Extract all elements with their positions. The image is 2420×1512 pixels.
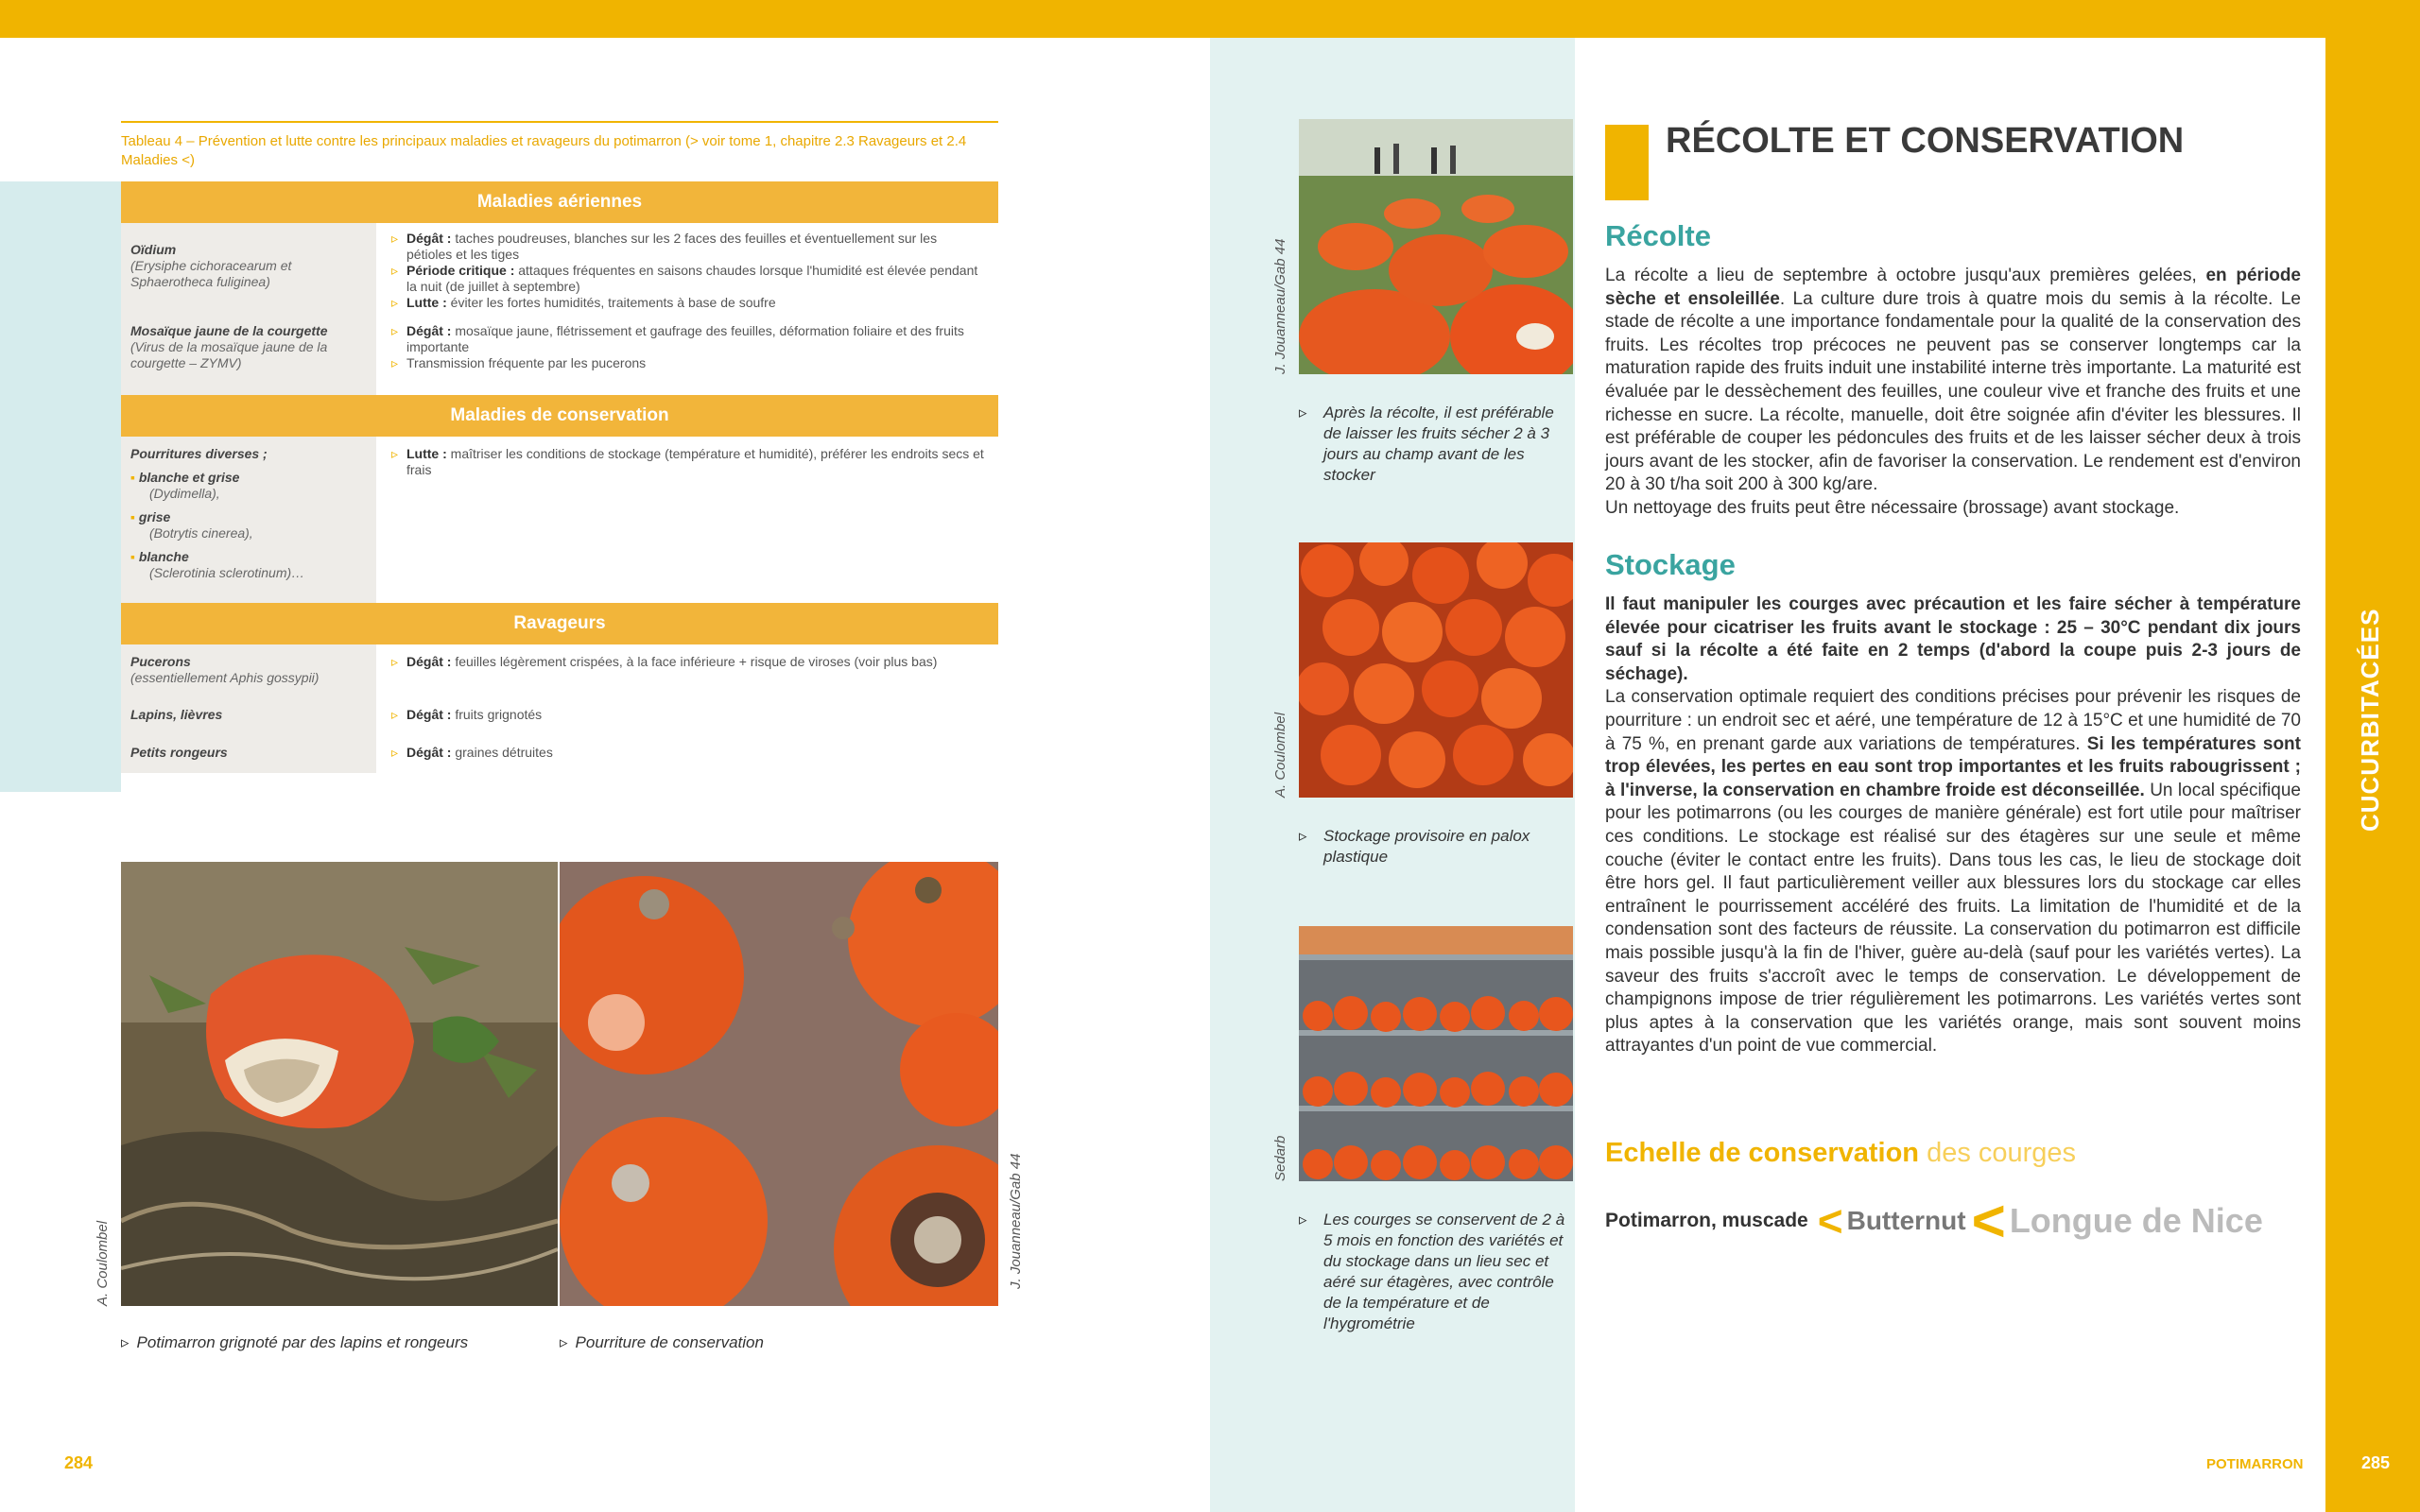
table-row <box>121 314 998 395</box>
scale-item-1: Potimarron, muscade <box>1605 1210 1808 1231</box>
variant-1-latin: (Dydimella), <box>149 486 220 501</box>
photo-harvest-field <box>1299 119 1573 374</box>
row-latin: (Virus de la mosaïque jaune de la courgette – ZYMV) <box>130 339 328 370</box>
caption-left: ▹ Potimarron grignoté par des lapins et rongeurs <box>121 1333 469 1351</box>
variant-2: grise <box>138 509 171 524</box>
stockage-text-1: La conservation optimale requiert des conditions précises pour prévenir les risques de pourriture : un endroit sec et aéré, une température de 12 à 15°C et une humidité de 70 à 75 %, en prenant garde aux variations de températures. <box>1605 687 2301 754</box>
recolte-bold: en période sèche et ensoleillée <box>1605 266 2302 309</box>
scale-item-3: Longue de Nice <box>2009 1201 2263 1240</box>
text-lutte: maîtriser les conditions de stockage (température et humidité), préférer les endroits secs et frais <box>406 446 984 477</box>
top-color-band <box>0 0 2420 38</box>
photo-credit-right: J. Jouanneau/Gab 44 <box>1008 1153 1024 1289</box>
photo-credit-2: A. Coulombel <box>1272 712 1288 798</box>
text-degat: mosaïque jaune, flétrissement et gaufrage des feuilles, déformation foliaire et des fruits importante <box>406 323 964 354</box>
page-number-right: 285 <box>2361 1453 2391 1472</box>
recolte-text-2: . La culture dure trois à quatre mois du semis à la récolte. Le stade de récolte a une importance fondamentale pour la qualité de la conservation des fruits. Les récoltes trop précoces ne peuvent pas se conserver longtemps car la maturation rapide des fruits induit une instabilité interne très importante. La maturité est évaluée par le dessèchement des feuilles, une couleur vive et franche des fruits et une richesse en sucre. La récolte, manuelle, doit être soignée afin d'éviter les blessures. Il est préférable de couper les pédoncules des fruits et de les laisser sécher deux à trois jours avant de les stocker, afin de favoriser la conservation. Le rendement est d'environ 20 à 30 t/ha soit 200 à 300 kg/are. <box>1605 288 2301 495</box>
section-header-aeriennes: Maladies aériennes <box>121 181 998 223</box>
text-periode: attaques fréquentes en saisons chaudes lorsque l'humidité est élevée pendant la nuit (de juillet à septembre) <box>406 263 978 294</box>
table-row <box>121 644 998 697</box>
stockage-bold-2: Si les températures sont trop élevées, les pertes en eau sont trop importantes et les fruits rabougrissent ; à l'inverse, la conservation en chambre froide est déconseillée. <box>1605 733 2301 800</box>
row-name: Mosaïque jaune de la courgette <box>130 323 328 338</box>
label-periode: Période critique : <box>406 263 515 278</box>
table-caption: Tableau 4 – Prévention et lutte contre les principaux maladies et ravageurs du potimarron (> voir tome 1, chapitre 2.3 Ravageurs et 2.4 Maladies <) <box>121 121 998 170</box>
text-degat: feuilles légèrement crispées, à la face inférieure + risque de viroses (voir plus bas) <box>455 654 938 669</box>
row-name: Lapins, lièvres <box>130 707 223 722</box>
heading-stockage: Stockage <box>1605 548 1736 581</box>
text-degat: taches poudreuses, blanches sur les 2 faces des feuilles et éventuellement sur les pétioles et les tiges <box>406 231 938 262</box>
photo-credit-1: J. Jouanneau/Gab 44 <box>1272 238 1288 374</box>
photo-palox-storage <box>1299 542 1573 798</box>
echelle-heading-sub: des courges <box>1919 1138 2077 1168</box>
less-than-icon: < <box>1817 1196 1843 1246</box>
conservation-scale <box>1605 1188 2263 1254</box>
caption-right-text: Pourriture de conservation <box>575 1333 764 1351</box>
disease-table <box>121 181 998 773</box>
page-number-left: 284 <box>64 1453 94 1472</box>
label-degat: Dégât : <box>406 654 452 669</box>
photo-gnawed-pumpkin <box>121 862 558 1306</box>
text-transmission: ▹ Transmission fréquente par les pucerons <box>391 355 985 371</box>
variant-3-latin: (Sclerotinia sclerotinum)… <box>149 565 305 580</box>
page-title: RÉCOLTE ET CONSERVATION <box>1666 121 2185 161</box>
variant-1: blanche et grise <box>138 470 240 485</box>
side-tab-label: CUCURBITACÉES <box>2356 608 2384 832</box>
running-head: POTIMARRON <box>2206 1456 2304 1472</box>
table-row <box>121 735 998 773</box>
caption-shelf-text: Les courges se conservent de 2 à 5 mois en fonction des variétés et du stockage dans un lieu sec et aéré sur étagères, avec contrôle de la température et de l'hygrométrie <box>1323 1211 1565 1332</box>
label-lutte: Lutte : <box>406 295 447 310</box>
title-accent-block <box>1605 125 1649 200</box>
label-degat: Dégât : <box>406 707 452 722</box>
text-degat: fruits grignotés <box>455 707 543 722</box>
table-row <box>121 223 998 314</box>
row-name: Pucerons <box>130 654 191 669</box>
caption-harvest: ▹ Après la récolte, il est préférable de laisser les fruits sécher 2 à 3 jours au champ avant de les stocker <box>1299 403 1573 486</box>
paragraph-stockage <box>1605 593 2301 1058</box>
heading-recolte: Récolte <box>1605 219 1711 252</box>
caption-right: ▹ Pourriture de conservation <box>560 1333 764 1351</box>
row-name: Petits rongeurs <box>130 745 228 760</box>
caption-palox: ▹ Stockage provisoire en palox plastique <box>1299 826 1573 868</box>
photo-rotting-pumpkins <box>560 862 998 1306</box>
photo-credit-left: A. Coulombel <box>95 1220 111 1306</box>
row-name: Oïdium <box>130 242 177 257</box>
table-row: Pourritures diverses ; ▪ blanche et grise (Dydimella), ▪ grise (Botrytis cinerea), ▪ blanche (Sclerotinia sclerotinum)… ▹ Lutte : maîtriser les conditions de stockage (température et humidité), préférer les endroits secs et frais <box>121 437 998 603</box>
row-name: Pourritures diverses ; <box>130 446 268 461</box>
photo-credit-3: Sedarb <box>1272 1135 1288 1181</box>
variant-3: blanche <box>138 549 189 564</box>
variant-2-latin: (Botrytis cinerea), <box>149 525 253 541</box>
recolte-text-3: Un nettoyage des fruits peut être nécessaire (brossage) avant stockage. <box>1605 497 2180 518</box>
echelle-heading-main: Echelle de conservation <box>1605 1138 1920 1168</box>
caption-harvest-text: Après la récolte, il est préférable de laisser les fruits sécher 2 à 3 jours au champ avant de les stocker <box>1323 404 1554 484</box>
echelle-heading <box>1605 1138 2076 1169</box>
scale-item-2: Butternut <box>1846 1206 1966 1235</box>
stockage-text-2: Un local spécifique pour les potimarrons (ou les courges de manière générale) est fort utile pour maîtriser ces conditions. Le stockage est réalisé sur des étagères sur une seule et même couche (éviter le contact entre les fruits). Dans tous les cas, le lieu de stockage doit être hors gel. Il faut particulièrement veiller aux blessures lors du stockage car elles entraînent le pourrissement accéléré des fruits. La limitation de l'humidité et de la condensation sont des facteurs de réussite. La conservation du potimarron est difficile mais possible jusqu'à la fin de l'hiver, guère au-delà (sauf pour les variétés vertes). La saveur des fruits s'accroît avec le temps de conservation. Le développement de champignons impose de trier régulièrement les potimarrons. Les variétés vertes sont plus aptes à la conservation que les variétés orange, mais sont souvent moins attrayantes d'un point de vue commercial. <box>1605 780 2301 1057</box>
row-latin: (Erysiphe cichoracearum et Sphaerotheca fuliginea) <box>130 258 292 289</box>
stockage-bold-1: Il faut manipuler les courges avec précaution et les faire sécher à température élevée pour cicatriser les fruits avant le stockage : 25 – 30°C pendant dix jours sauf si la récolte a été faite en 2 temps (d'abord la coupe puis 2-3 jours de séchage). <box>1605 594 2301 684</box>
text-degat: graines détruites <box>455 745 553 760</box>
recolte-text-1: La récolte a lieu de septembre à octobre jusqu'aux premières gelées, <box>1605 266 2206 285</box>
label-lutte: Lutte : <box>406 446 447 461</box>
caption-palox-text: Stockage provisoire en palox plastique <box>1323 827 1530 866</box>
label-degat: Dégât : <box>406 745 452 760</box>
caption-shelf: ▹ Les courges se conservent de 2 à 5 mois en fonction des variétés et du stockage dans un lieu sec et aéré sur étagères, avec contrôle de la température et de l'hygrométrie <box>1299 1210 1573 1334</box>
caption-left-text: Potimarron grignoté par des lapins et rongeurs <box>136 1333 469 1351</box>
table-row <box>121 697 998 735</box>
section-header-ravageurs: Ravageurs <box>121 603 998 644</box>
photo-shelf-storage <box>1299 926 1573 1181</box>
row-latin: (essentiellement Aphis gossypii) <box>130 670 320 685</box>
less-than-icon: < <box>1971 1188 2006 1254</box>
label-degat: Dégât : <box>406 231 452 246</box>
section-header-conservation: Maladies de conservation <box>121 395 998 437</box>
paragraph-recolte <box>1605 265 2301 521</box>
label-degat: Dégât : <box>406 323 452 338</box>
text-lutte: éviter les fortes humidités, traitements à base de soufre <box>450 295 776 310</box>
